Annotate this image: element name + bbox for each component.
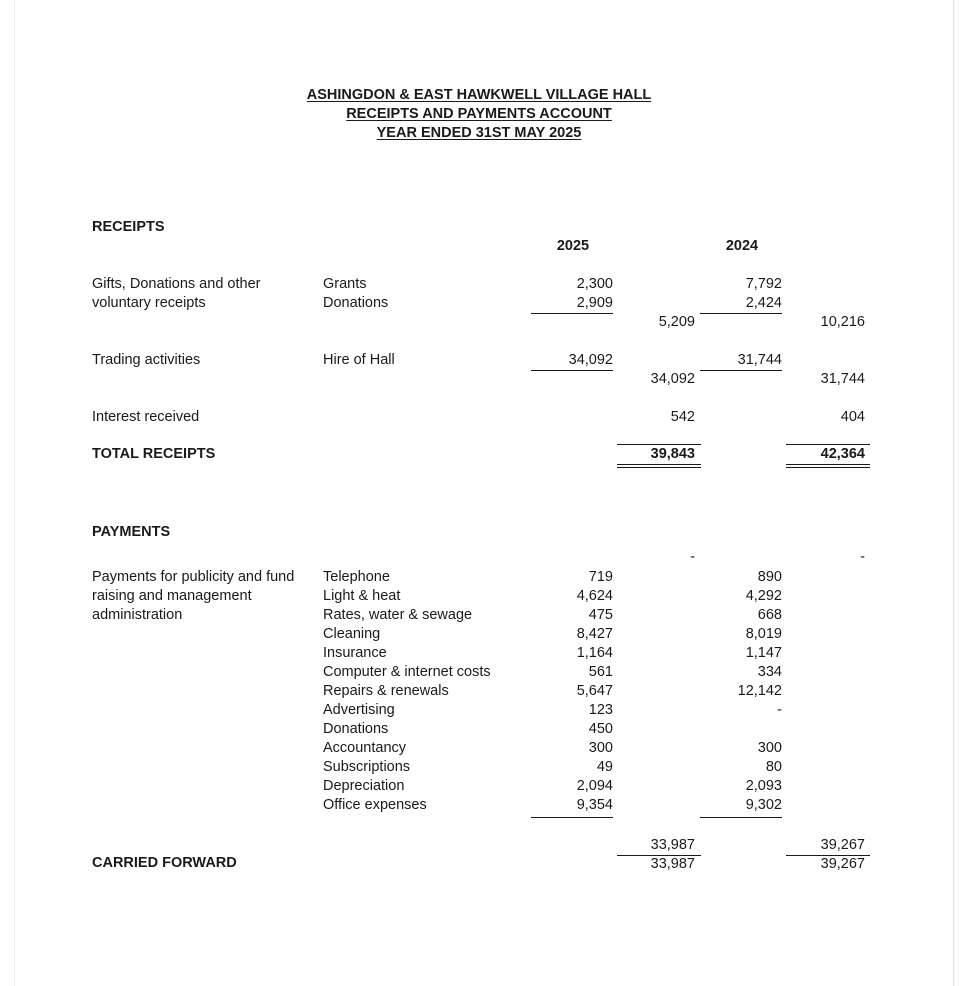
hire-of-hall-2025: 34,092 — [568, 352, 613, 368]
payment-item-label: Donations — [323, 721, 389, 737]
total-receipts-2025: 39,843 — [650, 446, 695, 462]
total-receipts-double-rule-2025 — [617, 464, 701, 468]
interest-2025: 542 — [670, 409, 695, 425]
trading-total-2025: 34,092 — [650, 371, 695, 387]
payment-item-label: Computer & internet costs — [323, 664, 491, 680]
year-header-2025: 2025 — [556, 238, 590, 254]
gifts-category-line-2: voluntary receipts — [92, 295, 206, 311]
payment-item-label: Office expenses — [323, 797, 427, 813]
payment-item-2025: 9,354 — [576, 797, 613, 813]
payment-item-2024: 12,142 — [737, 683, 782, 699]
payment-item-2024: 300 — [757, 740, 782, 756]
payments-dash-2025: - — [690, 549, 695, 565]
payment-item-label: Accountancy — [323, 740, 407, 756]
carried-forward-2024: 39,267 — [820, 856, 865, 872]
interest-2024: 404 — [840, 409, 865, 425]
title-line-2: RECEIPTS AND PAYMENTS ACCOUNT — [346, 106, 612, 122]
payment-item-label: Depreciation — [323, 778, 405, 794]
payment-item-2024: 80 — [765, 759, 782, 775]
payments-total-2024: 39,267 — [820, 837, 865, 853]
payment-item-2024: 890 — [757, 569, 782, 585]
payment-item-2024: 4,292 — [745, 588, 782, 604]
gifts-total-2024: 10,216 — [820, 314, 865, 330]
payment-item-label: Telephone — [323, 569, 390, 585]
payments-total-2025: 33,987 — [650, 837, 695, 853]
payment-item-2024: 9,302 — [745, 797, 782, 813]
payment-item-2025: 4,624 — [576, 588, 613, 604]
payment-item-label: Insurance — [323, 645, 387, 661]
donations-label: Donations — [323, 295, 389, 311]
total-receipts-2024: 42,364 — [820, 446, 865, 462]
payments-rule-2024 — [700, 817, 782, 818]
trading-category: Trading activities — [92, 352, 201, 368]
receipts-heading: RECEIPTS — [92, 219, 165, 235]
year-header-2024: 2024 — [725, 238, 759, 254]
payment-item-label: Light & heat — [323, 588, 401, 604]
donations-2024: 2,424 — [745, 295, 782, 311]
hire-of-hall-label: Hire of Hall — [323, 352, 395, 368]
grants-label: Grants — [323, 276, 367, 292]
donations-2025: 2,909 — [576, 295, 613, 311]
total-receipts-label: TOTAL RECEIPTS — [92, 446, 216, 462]
payment-item-2024: 1,147 — [745, 645, 782, 661]
payment-item-2025: 123 — [588, 702, 613, 718]
payment-item-2025: 719 — [588, 569, 613, 585]
payment-item-label: Cleaning — [323, 626, 381, 642]
carried-forward-2025: 33,987 — [650, 856, 695, 872]
payment-item-label: Subscriptions — [323, 759, 411, 775]
payments-rule-2025 — [531, 817, 613, 818]
payment-item-2024: 2,093 — [745, 778, 782, 794]
payment-item-2025: 450 — [588, 721, 613, 737]
title-line-3: YEAR ENDED 31ST MAY 2025 — [376, 125, 582, 141]
trading-rule-2025 — [531, 370, 613, 371]
gifts-subtotal-rule-2024 — [700, 313, 782, 314]
payment-item-2024: 8,019 — [745, 626, 782, 642]
gifts-subtotal-rule-2025 — [531, 313, 613, 314]
payment-item-2025: 5,647 — [576, 683, 613, 699]
interest-label: Interest received — [92, 409, 200, 425]
payments-category-line-1: Payments for publicity and fund — [92, 569, 295, 585]
payment-item-2025: 561 — [588, 664, 613, 680]
trading-total-2024: 31,744 — [820, 371, 865, 387]
payment-item-label: Advertising — [323, 702, 395, 718]
payment-item-label: Rates, water & sewage — [323, 607, 473, 623]
payments-heading: PAYMENTS — [92, 524, 171, 540]
payment-item-2025: 8,427 — [576, 626, 613, 642]
document-page — [14, 0, 954, 986]
payment-item-2024: 668 — [757, 607, 782, 623]
payment-item-2025: 2,094 — [576, 778, 613, 794]
carried-forward-label: CARRIED FORWARD — [92, 855, 237, 871]
total-receipts-double-rule-2024 — [786, 464, 870, 468]
hire-of-hall-2024: 31,744 — [737, 352, 782, 368]
payments-category-line-3: administration — [92, 607, 183, 623]
gifts-category-line-1: Gifts, Donations and other — [92, 276, 261, 292]
title-line-1: ASHINGDON & EAST HAWKWELL VILLAGE HALL — [306, 87, 652, 103]
grants-2024: 7,792 — [745, 276, 782, 292]
payment-item-2024: - — [777, 702, 782, 718]
payments-category-line-2: raising and management — [92, 588, 252, 604]
gifts-total-2025: 5,209 — [658, 314, 695, 330]
grants-2025: 2,300 — [576, 276, 613, 292]
trading-rule-2024 — [700, 370, 782, 371]
payments-dash-2024: - — [860, 549, 865, 565]
payment-item-2025: 300 — [588, 740, 613, 756]
payment-item-label: Repairs & renewals — [323, 683, 449, 699]
payment-item-2024: 334 — [757, 664, 782, 680]
payment-item-2025: 475 — [588, 607, 613, 623]
payment-item-2025: 49 — [596, 759, 613, 775]
payment-item-2025: 1,164 — [576, 645, 613, 661]
